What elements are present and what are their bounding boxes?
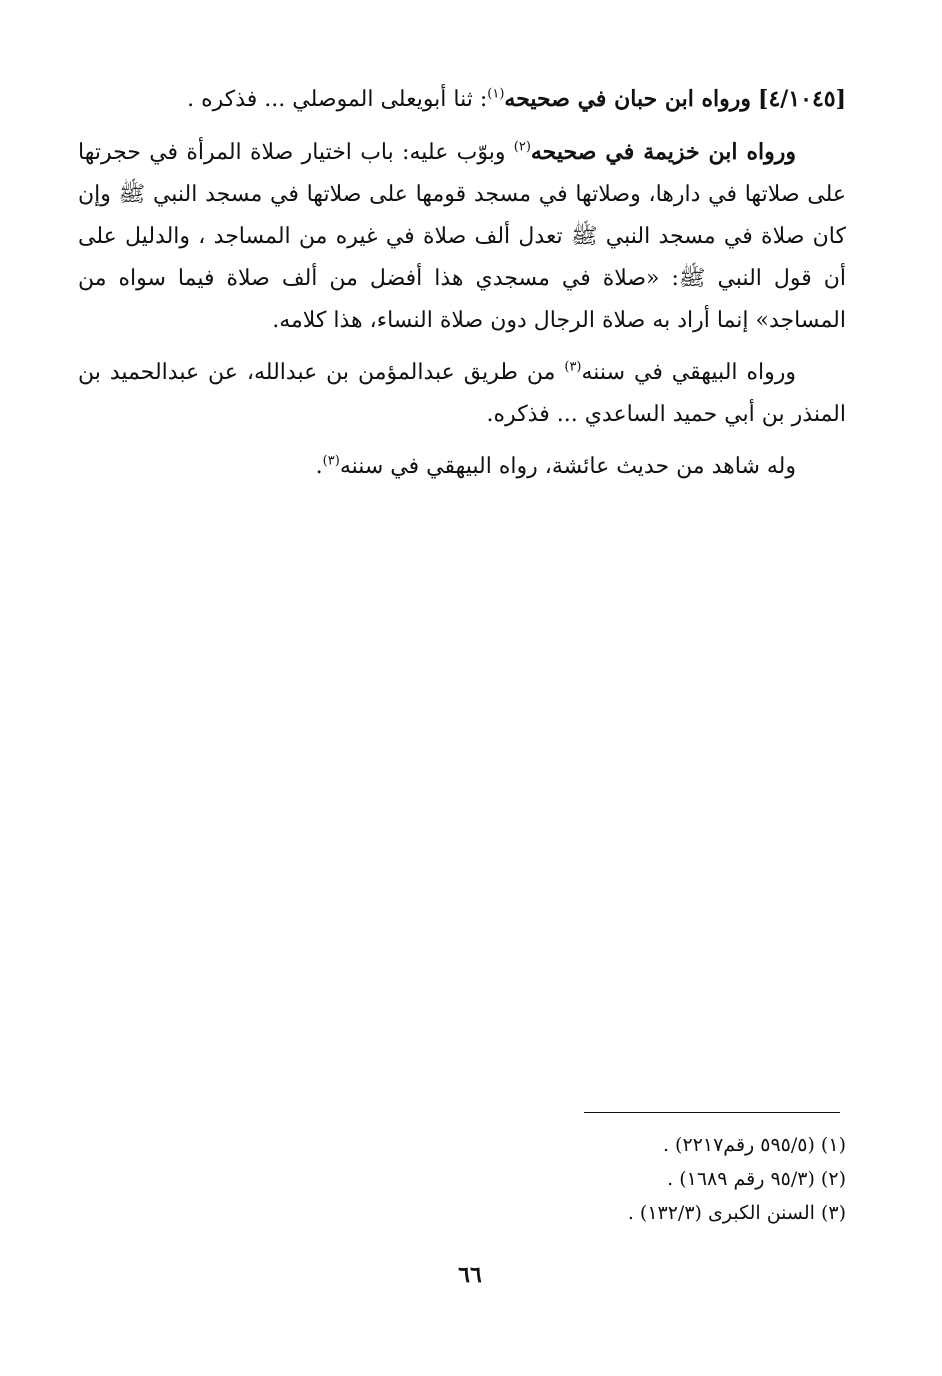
source-title: ورواه ابن حبان في صحيحه <box>504 86 752 112</box>
footnote-marker: (٣) <box>564 359 582 375</box>
paragraph-ibn-khuzaymah <box>78 131 846 342</box>
paragraph-ibn-hibban <box>78 78 846 121</box>
paragraph-text: . <box>315 454 323 479</box>
footnote-marker: (٢) <box>513 139 531 155</box>
hadith-reference-number: [٤/١٠٤٥] <box>758 86 846 112</box>
paragraph-text: وبوّب عليه: باب اختيار صلاة المرأة في حجرتها على صلاتها في دارها، وصلاتها في مسجد قومها على صلاتها في مسجد النبي ﷺ وإن كان صلاة في مسجد النبي ﷺ تعدل ألف صلاة في غيره من المساجد ، والدليل على أن قول النبي ﷺ: «صلاة في مسجدي هذا أفضل من ألف صلاة فيما سواه من المساجد» إنما أراد به صلاة الرجال دون صلاة النساء، هذا كلامه. <box>78 140 846 333</box>
footnotes <box>430 1128 846 1230</box>
footnote-separator <box>584 1112 840 1113</box>
footnote-3: (٣) السنن الكبرى (١٣٢/٣) . <box>627 1202 846 1224</box>
footnote-1: (١) (٥٩٥/٥ رقم٢٢١٧) . <box>662 1134 846 1156</box>
paragraph-text: : ثنا أبويعلى الموصلي ... فذكره . <box>187 87 488 112</box>
paragraph-lead: وله شاهد من حديث عائشة، رواه البيهقي في سننه <box>339 454 796 479</box>
page-number: ٦٦ <box>458 1262 482 1288</box>
paragraph-bayhaqi <box>78 352 846 436</box>
main-text <box>78 78 846 498</box>
footnote-marker: (٣) <box>322 453 340 469</box>
footnote-2: (٢) (٩٥/٣ رقم ١٦٨٩) . <box>667 1168 846 1190</box>
paragraph-shahid <box>78 446 846 488</box>
paragraph-text: من طريق عبدالمؤمن بن عبدالله، عن عبدالحميد بن المنذر بن أبي حميد الساعدي ... فذكره. <box>78 360 846 427</box>
footnote-marker: (١) <box>487 86 505 102</box>
source-title: ورواه ابن خزيمة في صحيحه <box>530 139 796 165</box>
paragraph-lead: ورواه البيهقي في سننه <box>581 360 796 385</box>
